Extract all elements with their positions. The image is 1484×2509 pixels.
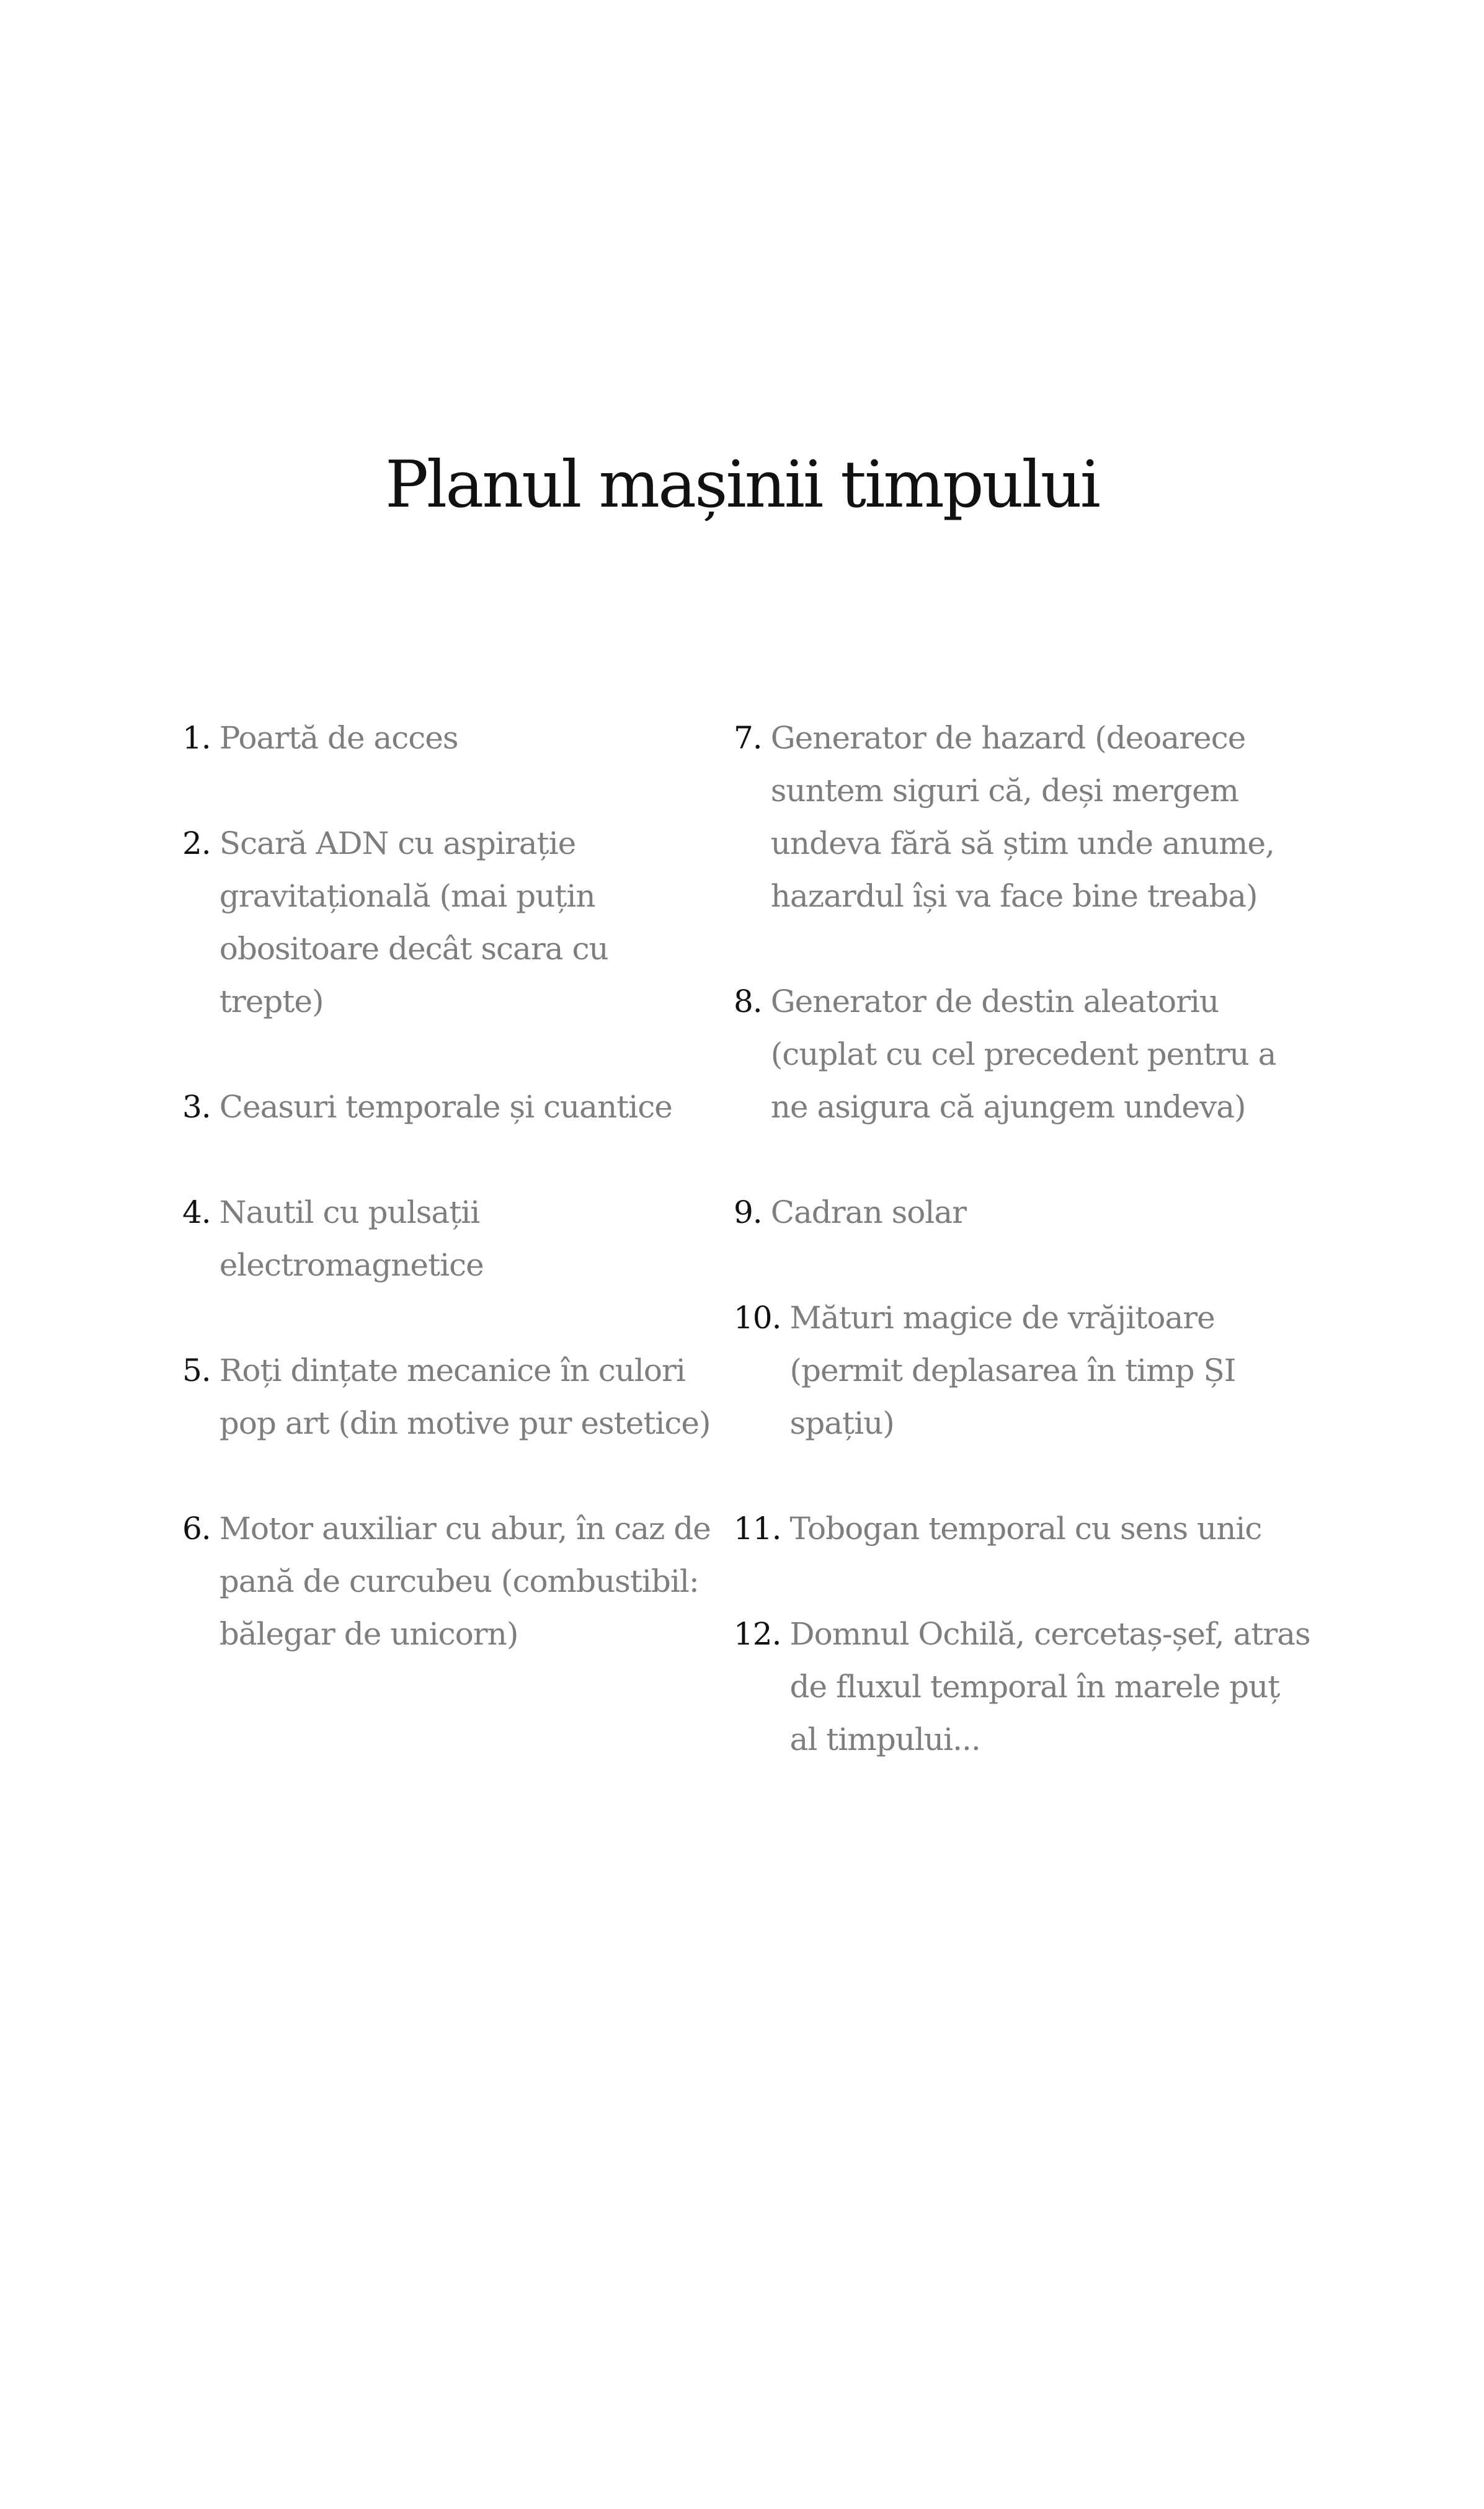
list-item	[734, 1503, 1310, 1555]
item-number: 2.	[182, 825, 211, 861]
list-item	[182, 1503, 716, 1661]
item-text: Generator de destin aleatoriu (cuplat cu cel precedent pentru a ne asigura că ajungem undeva)	[770, 984, 1276, 1125]
item-number: 12.	[734, 1616, 781, 1652]
list-item	[734, 1186, 1310, 1239]
parts-list-right	[734, 712, 1310, 1819]
item-text: Roți dințate mecanice în culori pop art (din motive pur estetice)	[219, 1352, 711, 1441]
item-text: Tobogan temporal cu sens unic	[789, 1511, 1262, 1547]
item-number: 7.	[734, 720, 762, 756]
item-text: Generator de hazard (deoarece suntem siguri că, deși mergem undeva fără să știm unde anume, hazardul își va face bine treaba)	[770, 720, 1275, 914]
item-text: Scară ADN cu aspirație gravitațională (mai puțin obositoare decât scara cu trepte)	[219, 825, 608, 1019]
item-text: Nautil cu pulsații electromagnetice	[219, 1194, 484, 1283]
list-item	[734, 712, 1310, 923]
list-item	[734, 1292, 1310, 1450]
parts-list-left	[182, 712, 716, 1713]
list-item	[734, 1608, 1310, 1766]
item-number: 8.	[734, 984, 762, 1019]
item-text: Domnul Ochilă, cercetaș-șef, atras de fluxul temporal în marele puț al timpului...	[789, 1616, 1310, 1757]
item-number: 9.	[734, 1194, 762, 1230]
item-number: 6.	[182, 1511, 211, 1547]
list-item	[182, 817, 716, 1028]
item-number: 3.	[182, 1089, 211, 1125]
list-item	[182, 712, 716, 765]
item-number: 1.	[182, 720, 211, 756]
list-item	[734, 975, 1310, 1134]
page-title: Planul mașinii timpului	[384, 446, 1100, 522]
item-text: Motor auxiliar cu abur, în caz de pană de curcubeu (combustibil: bălegar de unicorn)	[219, 1511, 711, 1652]
item-number: 11.	[734, 1511, 781, 1547]
item-text: Poartă de acces	[219, 720, 458, 756]
list-item	[182, 1186, 716, 1292]
item-number: 5.	[182, 1352, 211, 1388]
item-text: Cadran solar	[770, 1194, 967, 1230]
list-item	[182, 1344, 716, 1450]
list-item	[182, 1081, 716, 1134]
item-text: Ceasuri temporale și cuantice	[219, 1089, 672, 1125]
item-number: 10.	[734, 1300, 781, 1336]
item-text: Mături magice de vrăjitoare (permit deplasarea în timp ȘI spațiu)	[789, 1300, 1236, 1441]
item-number: 4.	[182, 1194, 211, 1230]
